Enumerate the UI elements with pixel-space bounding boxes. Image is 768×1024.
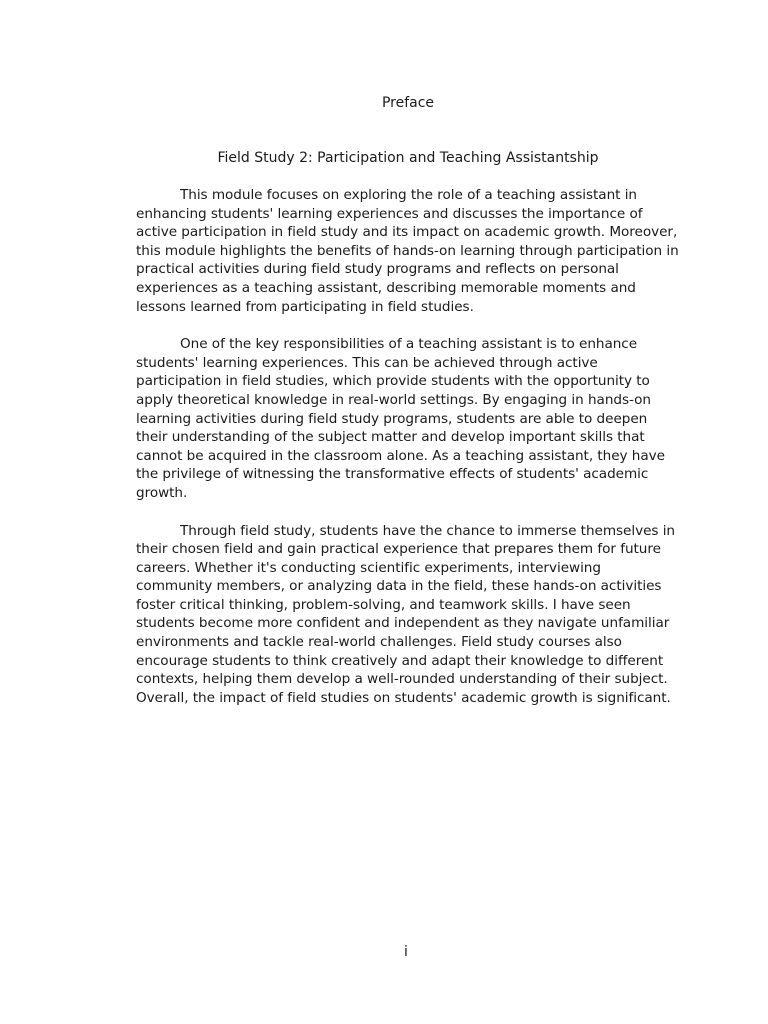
page-title: Preface xyxy=(381,95,435,111)
paragraph-2: One of the key responsibilities of a teaching assistant is to enhance students' learning experiences. This can be achieved through active participation in field studies, which provide students with the opportunity to apply theoretical knowledge in real-world settings. By engaging in hands-on learning activities during field study programs, students are able to deepen their understanding of the subject matter and develop important skills that cannot be acquired in the classroom alone. As a teaching assistant, they have the privilege of witnessing the transformative effects of students' academic growth. xyxy=(136,336,665,501)
document-subtitle: Field Study 2: Participation and Teaching Assistantship xyxy=(217,150,599,166)
paragraph-3: Through field study, students have the chance to immerse themselves in their chosen field and gain practical experience that prepares them for future careers. Whether it's conducting scientific experiments, interviewing community members, or analyzing data in the field, these hands-on activities foster critical thinking, problem-solving, and teamwork skills. I have seen students become more confident and independent as they navigate unfamiliar environments and tackle real-world challenges. Field study courses also encourage students to think creatively and adapt their knowledge to different contexts, helping them develop a well-rounded understanding of their subject. Overall, the impact of field studies on students' academic growth is significant. xyxy=(136,522,675,706)
paragraph-1: This module focuses on exploring the role of a teaching assistant in enhancing students' learning experiences and discusses the importance of active participation in field study and its impact on academic growth. Moreover, this module highlights the benefits of hands-on learning through participation in practical activities during field study programs and reflects on personal experiences as a teaching assistant, describing memorable moments and lessons learned from participating in field studies. xyxy=(136,187,679,315)
body-text xyxy=(136,186,680,726)
page-number: i xyxy=(404,944,408,960)
